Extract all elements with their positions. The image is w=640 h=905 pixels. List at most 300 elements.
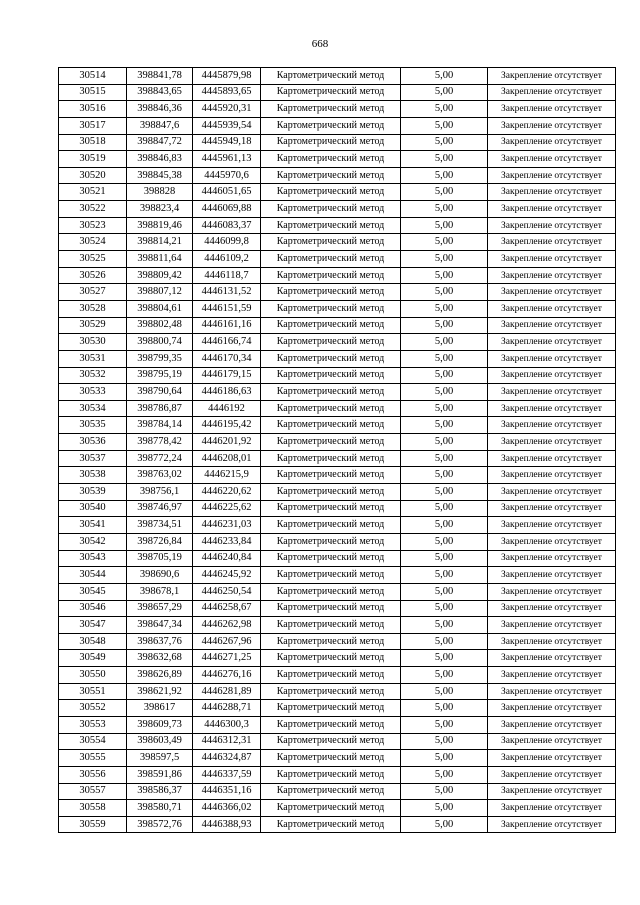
table-row <box>59 151 616 168</box>
point-number-cell: 30532 <box>59 367 127 384</box>
accuracy-cell: 5,00 <box>401 617 488 634</box>
table-row <box>59 816 616 833</box>
y-coordinate-cell: 4446240,84 <box>193 550 261 567</box>
table-row <box>59 434 616 451</box>
y-coordinate-cell: 4446288,71 <box>193 700 261 717</box>
point-number-cell: 30525 <box>59 251 127 268</box>
accuracy-cell: 5,00 <box>401 201 488 218</box>
method-cell: Картометрический метод <box>261 517 401 534</box>
method-cell: Картометрический метод <box>261 766 401 783</box>
y-coordinate-cell: 4446131,52 <box>193 284 261 301</box>
point-number-cell: 30516 <box>59 101 127 118</box>
accuracy-cell: 5,00 <box>401 450 488 467</box>
table-row <box>59 750 616 767</box>
accuracy-cell: 5,00 <box>401 350 488 367</box>
fixation-cell: Закрепление отсутствует <box>488 766 616 783</box>
fixation-cell: Закрепление отсутствует <box>488 317 616 334</box>
method-cell: Картометрический метод <box>261 267 401 284</box>
accuracy-cell: 5,00 <box>401 700 488 717</box>
table-row <box>59 384 616 401</box>
table-row <box>59 500 616 517</box>
accuracy-cell: 5,00 <box>401 151 488 168</box>
method-cell: Картометрический метод <box>261 300 401 317</box>
y-coordinate-cell: 4445939,54 <box>193 117 261 134</box>
accuracy-cell: 5,00 <box>401 234 488 251</box>
method-cell: Картометрический метод <box>261 467 401 484</box>
table-row <box>59 766 616 783</box>
method-cell: Картометрический метод <box>261 816 401 833</box>
table-row <box>59 716 616 733</box>
accuracy-cell: 5,00 <box>401 84 488 101</box>
x-coordinate-cell: 398763,02 <box>127 467 193 484</box>
method-cell: Картометрический метод <box>261 667 401 684</box>
accuracy-cell: 5,00 <box>401 733 488 750</box>
accuracy-cell: 5,00 <box>401 284 488 301</box>
point-number-cell: 30549 <box>59 650 127 667</box>
method-cell: Картометрический метод <box>261 117 401 134</box>
x-coordinate-cell: 398846,83 <box>127 151 193 168</box>
x-coordinate-cell: 398746,97 <box>127 500 193 517</box>
x-coordinate-cell: 398621,92 <box>127 683 193 700</box>
method-cell: Картометрический метод <box>261 134 401 151</box>
fixation-cell: Закрепление отсутствует <box>488 733 616 750</box>
point-number-cell: 30557 <box>59 783 127 800</box>
table-row <box>59 350 616 367</box>
table-row <box>59 583 616 600</box>
accuracy-cell: 5,00 <box>401 533 488 550</box>
accuracy-cell: 5,00 <box>401 317 488 334</box>
method-cell: Картометрический метод <box>261 450 401 467</box>
table-row <box>59 783 616 800</box>
table-row <box>59 450 616 467</box>
fixation-cell: Закрепление отсутствует <box>488 500 616 517</box>
accuracy-cell: 5,00 <box>401 683 488 700</box>
point-number-cell: 30543 <box>59 550 127 567</box>
accuracy-cell: 5,00 <box>401 217 488 234</box>
point-number-cell: 30551 <box>59 683 127 700</box>
fixation-cell: Закрепление отсутствует <box>488 633 616 650</box>
table-row <box>59 217 616 234</box>
method-cell: Картометрический метод <box>261 234 401 251</box>
x-coordinate-cell: 398678,1 <box>127 583 193 600</box>
y-coordinate-cell: 4446366,02 <box>193 800 261 817</box>
method-cell: Картометрический метод <box>261 400 401 417</box>
method-cell: Картометрический метод <box>261 68 401 85</box>
x-coordinate-cell: 398845,38 <box>127 167 193 184</box>
point-number-cell: 30514 <box>59 68 127 85</box>
fixation-cell: Закрепление отсутствует <box>488 151 616 168</box>
y-coordinate-cell: 4446267,96 <box>193 633 261 650</box>
point-number-cell: 30529 <box>59 317 127 334</box>
fixation-cell: Закрепление отсутствует <box>488 334 616 351</box>
x-coordinate-cell: 398847,6 <box>127 117 193 134</box>
method-cell: Картометрический метод <box>261 184 401 201</box>
table-row <box>59 650 616 667</box>
y-coordinate-cell: 4446231,03 <box>193 517 261 534</box>
accuracy-cell: 5,00 <box>401 134 488 151</box>
fixation-cell: Закрепление отсутствует <box>488 84 616 101</box>
accuracy-cell: 5,00 <box>401 417 488 434</box>
accuracy-cell: 5,00 <box>401 600 488 617</box>
point-number-cell: 30531 <box>59 350 127 367</box>
y-coordinate-cell: 4446215,9 <box>193 467 261 484</box>
x-coordinate-cell: 398603,49 <box>127 733 193 750</box>
fixation-cell: Закрепление отсутствует <box>488 167 616 184</box>
x-coordinate-cell: 398772,24 <box>127 450 193 467</box>
point-number-cell: 30524 <box>59 234 127 251</box>
point-number-cell: 30534 <box>59 400 127 417</box>
y-coordinate-cell: 4446324,87 <box>193 750 261 767</box>
method-cell: Картометрический метод <box>261 533 401 550</box>
point-number-cell: 30539 <box>59 484 127 501</box>
table-row <box>59 84 616 101</box>
fixation-cell: Закрепление отсутствует <box>488 484 616 501</box>
x-coordinate-cell: 398807,12 <box>127 284 193 301</box>
point-number-cell: 30530 <box>59 334 127 351</box>
fixation-cell: Закрепление отсутствует <box>488 617 616 634</box>
method-cell: Картометрический метод <box>261 201 401 218</box>
accuracy-cell: 5,00 <box>401 766 488 783</box>
fixation-cell: Закрепление отсутствует <box>488 700 616 717</box>
table-row <box>59 300 616 317</box>
table-row <box>59 334 616 351</box>
point-number-cell: 30528 <box>59 300 127 317</box>
fixation-cell: Закрепление отсутствует <box>488 417 616 434</box>
coordinates-table <box>58 67 616 833</box>
accuracy-cell: 5,00 <box>401 816 488 833</box>
accuracy-cell: 5,00 <box>401 267 488 284</box>
point-number-cell: 30541 <box>59 517 127 534</box>
method-cell: Картометрический метод <box>261 167 401 184</box>
fixation-cell: Закрепление отсутствует <box>488 716 616 733</box>
method-cell: Картометрический метод <box>261 683 401 700</box>
point-number-cell: 30556 <box>59 766 127 783</box>
table-row <box>59 68 616 85</box>
point-number-cell: 30537 <box>59 450 127 467</box>
fixation-cell: Закрепление отсутствует <box>488 300 616 317</box>
method-cell: Картометрический метод <box>261 334 401 351</box>
method-cell: Картометрический метод <box>261 633 401 650</box>
point-number-cell: 30547 <box>59 617 127 634</box>
method-cell: Картометрический метод <box>261 317 401 334</box>
x-coordinate-cell: 398790,64 <box>127 384 193 401</box>
table-row <box>59 101 616 118</box>
y-coordinate-cell: 4446151,59 <box>193 300 261 317</box>
fixation-cell: Закрепление отсутствует <box>488 434 616 451</box>
y-coordinate-cell: 4446281,89 <box>193 683 261 700</box>
table-row <box>59 733 616 750</box>
fixation-cell: Закрепление отсутствует <box>488 783 616 800</box>
table-body <box>59 68 616 833</box>
y-coordinate-cell: 4446258,67 <box>193 600 261 617</box>
accuracy-cell: 5,00 <box>401 667 488 684</box>
x-coordinate-cell: 398756,1 <box>127 484 193 501</box>
x-coordinate-cell: 398657,29 <box>127 600 193 617</box>
x-coordinate-cell: 398795,19 <box>127 367 193 384</box>
accuracy-cell: 5,00 <box>401 750 488 767</box>
point-number-cell: 30515 <box>59 84 127 101</box>
x-coordinate-cell: 398705,19 <box>127 550 193 567</box>
table-row <box>59 484 616 501</box>
x-coordinate-cell: 398637,76 <box>127 633 193 650</box>
y-coordinate-cell: 4446220,62 <box>193 484 261 501</box>
point-number-cell: 30519 <box>59 151 127 168</box>
x-coordinate-cell: 398841,78 <box>127 68 193 85</box>
y-coordinate-cell: 4446166,74 <box>193 334 261 351</box>
table-row <box>59 284 616 301</box>
table-row <box>59 317 616 334</box>
point-number-cell: 30552 <box>59 700 127 717</box>
x-coordinate-cell: 398586,37 <box>127 783 193 800</box>
accuracy-cell: 5,00 <box>401 400 488 417</box>
method-cell: Картометрический метод <box>261 284 401 301</box>
table-row <box>59 417 616 434</box>
fixation-cell: Закрепление отсутствует <box>488 117 616 134</box>
point-number-cell: 30545 <box>59 583 127 600</box>
table-row <box>59 267 616 284</box>
point-number-cell: 30553 <box>59 716 127 733</box>
method-cell: Картометрический метод <box>261 700 401 717</box>
x-coordinate-cell: 398726,84 <box>127 533 193 550</box>
y-coordinate-cell: 4446312,31 <box>193 733 261 750</box>
table-row <box>59 550 616 567</box>
y-coordinate-cell: 4446118,7 <box>193 267 261 284</box>
fixation-cell: Закрепление отсутствует <box>488 450 616 467</box>
y-coordinate-cell: 4445879,98 <box>193 68 261 85</box>
y-coordinate-cell: 4446271,25 <box>193 650 261 667</box>
fixation-cell: Закрепление отсутствует <box>488 533 616 550</box>
point-number-cell: 30517 <box>59 117 127 134</box>
x-coordinate-cell: 398609,73 <box>127 716 193 733</box>
method-cell: Картометрический метод <box>261 650 401 667</box>
method-cell: Картометрический метод <box>261 367 401 384</box>
y-coordinate-cell: 4446083,37 <box>193 217 261 234</box>
y-coordinate-cell: 4446161,16 <box>193 317 261 334</box>
y-coordinate-cell: 4446195,42 <box>193 417 261 434</box>
method-cell: Картометрический метод <box>261 217 401 234</box>
point-number-cell: 30518 <box>59 134 127 151</box>
point-number-cell: 30523 <box>59 217 127 234</box>
table-row <box>59 134 616 151</box>
method-cell: Картометрический метод <box>261 750 401 767</box>
accuracy-cell: 5,00 <box>401 633 488 650</box>
y-coordinate-cell: 4446245,92 <box>193 567 261 584</box>
table-row <box>59 467 616 484</box>
point-number-cell: 30533 <box>59 384 127 401</box>
fixation-cell: Закрепление отсутствует <box>488 184 616 201</box>
accuracy-cell: 5,00 <box>401 367 488 384</box>
fixation-cell: Закрепление отсутствует <box>488 350 616 367</box>
x-coordinate-cell: 398597,5 <box>127 750 193 767</box>
fixation-cell: Закрепление отсутствует <box>488 567 616 584</box>
fixation-cell: Закрепление отсутствует <box>488 101 616 118</box>
fixation-cell: Закрепление отсутствует <box>488 816 616 833</box>
point-number-cell: 30554 <box>59 733 127 750</box>
x-coordinate-cell: 398819,46 <box>127 217 193 234</box>
fixation-cell: Закрепление отсутствует <box>488 201 616 218</box>
x-coordinate-cell: 398591,86 <box>127 766 193 783</box>
accuracy-cell: 5,00 <box>401 567 488 584</box>
table-row <box>59 201 616 218</box>
fixation-cell: Закрепление отсутствует <box>488 517 616 534</box>
accuracy-cell: 5,00 <box>401 467 488 484</box>
fixation-cell: Закрепление отсутствует <box>488 68 616 85</box>
y-coordinate-cell: 4445920,31 <box>193 101 261 118</box>
accuracy-cell: 5,00 <box>401 783 488 800</box>
accuracy-cell: 5,00 <box>401 434 488 451</box>
point-number-cell: 30542 <box>59 533 127 550</box>
point-number-cell: 30558 <box>59 800 127 817</box>
method-cell: Картометрический метод <box>261 800 401 817</box>
table-row <box>59 400 616 417</box>
table-row <box>59 600 616 617</box>
x-coordinate-cell: 398690,6 <box>127 567 193 584</box>
point-number-cell: 30550 <box>59 667 127 684</box>
point-number-cell: 30520 <box>59 167 127 184</box>
y-coordinate-cell: 4446051,65 <box>193 184 261 201</box>
table-row <box>59 234 616 251</box>
point-number-cell: 30559 <box>59 816 127 833</box>
point-number-cell: 30546 <box>59 600 127 617</box>
y-coordinate-cell: 4446179,15 <box>193 367 261 384</box>
method-cell: Картометрический метод <box>261 733 401 750</box>
table-row <box>59 567 616 584</box>
table-row <box>59 167 616 184</box>
y-coordinate-cell: 4445961,13 <box>193 151 261 168</box>
x-coordinate-cell: 398580,71 <box>127 800 193 817</box>
y-coordinate-cell: 4445893,65 <box>193 84 261 101</box>
method-cell: Картометрический метод <box>261 484 401 501</box>
x-coordinate-cell: 398847,72 <box>127 134 193 151</box>
x-coordinate-cell: 398626,89 <box>127 667 193 684</box>
accuracy-cell: 5,00 <box>401 484 488 501</box>
table-row <box>59 517 616 534</box>
point-number-cell: 30535 <box>59 417 127 434</box>
y-coordinate-cell: 4446201,92 <box>193 434 261 451</box>
x-coordinate-cell: 398800,74 <box>127 334 193 351</box>
x-coordinate-cell: 398572,76 <box>127 816 193 833</box>
fixation-cell: Закрепление отсутствует <box>488 134 616 151</box>
y-coordinate-cell: 4446170,34 <box>193 350 261 367</box>
fixation-cell: Закрепление отсутствует <box>488 284 616 301</box>
fixation-cell: Закрепление отсутствует <box>488 251 616 268</box>
method-cell: Картометрический метод <box>261 350 401 367</box>
method-cell: Картометрический метод <box>261 101 401 118</box>
fixation-cell: Закрепление отсутствует <box>488 234 616 251</box>
y-coordinate-cell: 4446186,63 <box>193 384 261 401</box>
table-row <box>59 667 616 684</box>
y-coordinate-cell: 4446233,84 <box>193 533 261 550</box>
y-coordinate-cell: 4446300,3 <box>193 716 261 733</box>
x-coordinate-cell: 398846,36 <box>127 101 193 118</box>
x-coordinate-cell: 398828 <box>127 184 193 201</box>
table-row <box>59 633 616 650</box>
x-coordinate-cell: 398734,51 <box>127 517 193 534</box>
fixation-cell: Закрепление отсутствует <box>488 367 616 384</box>
table-row <box>59 800 616 817</box>
method-cell: Картометрический метод <box>261 500 401 517</box>
accuracy-cell: 5,00 <box>401 167 488 184</box>
x-coordinate-cell: 398778,42 <box>127 434 193 451</box>
y-coordinate-cell: 4446351,16 <box>193 783 261 800</box>
point-number-cell: 30540 <box>59 500 127 517</box>
x-coordinate-cell: 398784,14 <box>127 417 193 434</box>
x-coordinate-cell: 398804,61 <box>127 300 193 317</box>
accuracy-cell: 5,00 <box>401 500 488 517</box>
accuracy-cell: 5,00 <box>401 384 488 401</box>
fixation-cell: Закрепление отсутствует <box>488 217 616 234</box>
method-cell: Картометрический метод <box>261 567 401 584</box>
method-cell: Картометрический метод <box>261 783 401 800</box>
fixation-cell: Закрепление отсутствует <box>488 800 616 817</box>
accuracy-cell: 5,00 <box>401 117 488 134</box>
point-number-cell: 30538 <box>59 467 127 484</box>
table-row <box>59 367 616 384</box>
y-coordinate-cell: 4446208,01 <box>193 450 261 467</box>
table-row <box>59 617 616 634</box>
method-cell: Картометрический метод <box>261 434 401 451</box>
table-row <box>59 700 616 717</box>
point-number-cell: 30548 <box>59 633 127 650</box>
y-coordinate-cell: 4446099,8 <box>193 234 261 251</box>
accuracy-cell: 5,00 <box>401 101 488 118</box>
y-coordinate-cell: 4446069,88 <box>193 201 261 218</box>
point-number-cell: 30521 <box>59 184 127 201</box>
fixation-cell: Закрепление отсутствует <box>488 467 616 484</box>
method-cell: Картометрический метод <box>261 617 401 634</box>
method-cell: Картометрический метод <box>261 600 401 617</box>
y-coordinate-cell: 4446276,16 <box>193 667 261 684</box>
point-number-cell: 30526 <box>59 267 127 284</box>
x-coordinate-cell: 398823,4 <box>127 201 193 218</box>
accuracy-cell: 5,00 <box>401 716 488 733</box>
accuracy-cell: 5,00 <box>401 800 488 817</box>
table-row <box>59 184 616 201</box>
fixation-cell: Закрепление отсутствует <box>488 683 616 700</box>
method-cell: Картометрический метод <box>261 417 401 434</box>
y-coordinate-cell: 4445949,18 <box>193 134 261 151</box>
point-number-cell: 30544 <box>59 567 127 584</box>
fixation-cell: Закрепление отсутствует <box>488 267 616 284</box>
y-coordinate-cell: 4446250,54 <box>193 583 261 600</box>
x-coordinate-cell: 398799,35 <box>127 350 193 367</box>
fixation-cell: Закрепление отсутствует <box>488 750 616 767</box>
y-coordinate-cell: 4446388,93 <box>193 816 261 833</box>
x-coordinate-cell: 398814,21 <box>127 234 193 251</box>
table-row <box>59 533 616 550</box>
method-cell: Картометрический метод <box>261 84 401 101</box>
accuracy-cell: 5,00 <box>401 251 488 268</box>
method-cell: Картометрический метод <box>261 251 401 268</box>
fixation-cell: Закрепление отсутствует <box>488 550 616 567</box>
fixation-cell: Закрепление отсутствует <box>488 600 616 617</box>
accuracy-cell: 5,00 <box>401 68 488 85</box>
fixation-cell: Закрепление отсутствует <box>488 583 616 600</box>
accuracy-cell: 5,00 <box>401 334 488 351</box>
point-number-cell: 30527 <box>59 284 127 301</box>
y-coordinate-cell: 4446109,2 <box>193 251 261 268</box>
table-row <box>59 117 616 134</box>
x-coordinate-cell: 398786,87 <box>127 400 193 417</box>
accuracy-cell: 5,00 <box>401 650 488 667</box>
y-coordinate-cell: 4445970,6 <box>193 167 261 184</box>
method-cell: Картометрический метод <box>261 716 401 733</box>
point-number-cell: 30522 <box>59 201 127 218</box>
accuracy-cell: 5,00 <box>401 184 488 201</box>
y-coordinate-cell: 4446225,62 <box>193 500 261 517</box>
method-cell: Картометрический метод <box>261 151 401 168</box>
x-coordinate-cell: 398617 <box>127 700 193 717</box>
